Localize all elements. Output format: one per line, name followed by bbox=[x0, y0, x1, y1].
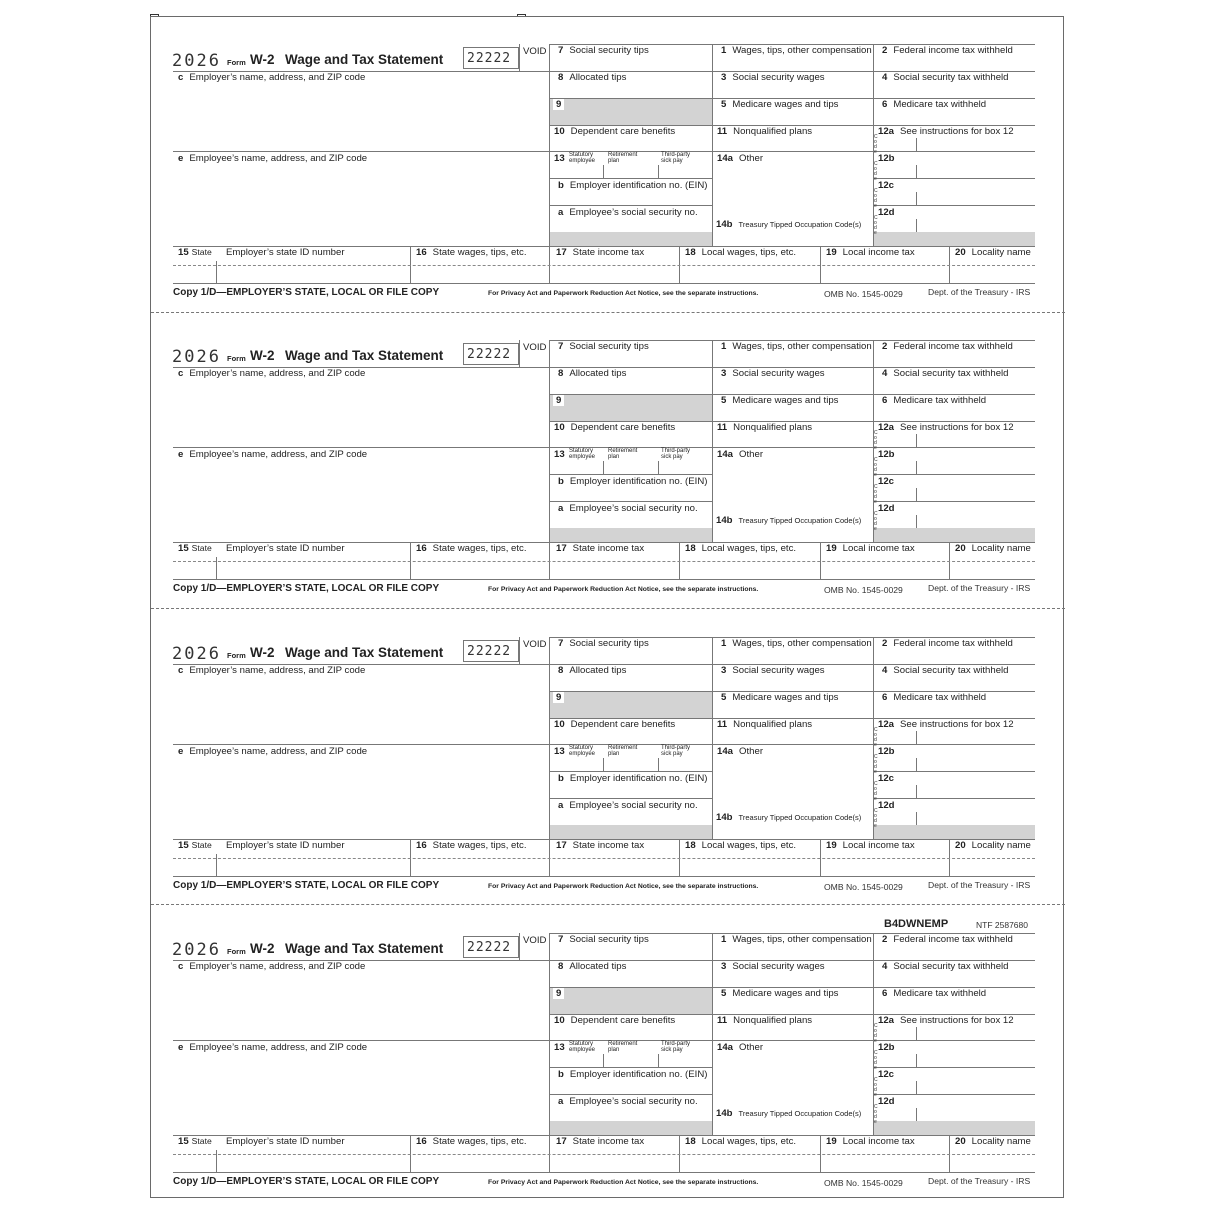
code-letters-12b: C o d e bbox=[874, 1050, 878, 1071]
box-6-label: 6 Medicare tax withheld bbox=[882, 99, 987, 110]
form-code: 22222 bbox=[463, 640, 519, 662]
form-title: Wage and Tax Statement bbox=[285, 645, 444, 660]
form-title: Wage and Tax Statement bbox=[285, 52, 444, 67]
omb-number: OMB No. 1545-0029 bbox=[824, 585, 903, 595]
box-e-label: e Employee’s name, address, and ZIP code bbox=[178, 746, 368, 757]
tax-year: 2026 bbox=[172, 644, 221, 664]
box-19-label: 19 Local income tax bbox=[826, 247, 915, 258]
box-15-label: 15 State bbox=[178, 1136, 212, 1147]
code-letters-12c: C o d e bbox=[874, 188, 878, 209]
box-c-label: c Employer’s name, address, and ZIP code bbox=[178, 665, 366, 676]
void-checkbox[interactable]: VOID bbox=[523, 342, 547, 353]
box-15-label: 15 State bbox=[178, 840, 212, 851]
statutory-employee-checkbox[interactable]: Statutory employee bbox=[569, 152, 596, 164]
box-1-label: 1 Wages, tips, other compensation bbox=[721, 45, 872, 56]
box-c-label: c Employer’s name, address, and ZIP code bbox=[178, 368, 366, 379]
privacy-notice: For Privacy Act and Paperwork Reduction Act Notice, see the separate instructions. bbox=[488, 1179, 759, 1186]
box-12d-label: 12d bbox=[878, 800, 895, 811]
omb-number: OMB No. 1545-0029 bbox=[824, 1178, 903, 1188]
box-12d-label: 12d bbox=[878, 503, 895, 514]
tax-year: 2026 bbox=[172, 347, 221, 367]
code-letters-12a: C o d e bbox=[874, 1023, 878, 1044]
third-party-sick-pay-checkbox[interactable]: Third-party sick pay bbox=[661, 152, 691, 164]
box-15-sub-label: Employer’s state ID number bbox=[226, 247, 345, 258]
box-b-ein-label: b Employer identification no. (EIN) bbox=[558, 773, 708, 784]
box-7-label: 7 Social security tips bbox=[558, 638, 649, 649]
statutory-employee-checkbox[interactable]: Statutory employee bbox=[569, 448, 596, 460]
box-18-label: 18 Local wages, tips, etc. bbox=[685, 247, 797, 258]
void-checkbox[interactable]: VOID bbox=[523, 46, 547, 57]
box-4-label: 4 Social security tax withheld bbox=[882, 72, 1009, 83]
box-6-label: 6 Medicare tax withheld bbox=[882, 988, 987, 999]
box-7-label: 7 Social security tips bbox=[558, 934, 649, 945]
box-8-label: 8 Allocated tips bbox=[558, 72, 627, 83]
box-10-label: 10 Dependent care benefits bbox=[554, 422, 676, 433]
box-a-ssn-label: a Employee’s social security no. bbox=[558, 800, 698, 811]
box-2-label: 2 Federal income tax withheld bbox=[882, 45, 1013, 56]
box-18-label: 18 Local wages, tips, etc. bbox=[685, 1136, 797, 1147]
box-19-label: 19 Local income tax bbox=[826, 1136, 915, 1147]
box-14a-label: 14a Other bbox=[717, 449, 764, 460]
copy-designation: Copy 1/D—EMPLOYER’S STATE, LOCAL OR FILE COPY bbox=[173, 583, 440, 594]
box-3-label: 3 Social security wages bbox=[721, 72, 825, 83]
box-a-ssn-label: a Employee’s social security no. bbox=[558, 1096, 698, 1107]
treasury-dept: Dept. of the Treasury - IRS bbox=[928, 583, 1031, 593]
box-e-label: e Employee’s name, address, and ZIP code bbox=[178, 1042, 368, 1053]
code-letters-12c: C o d e bbox=[874, 484, 878, 505]
box-5-label: 5 Medicare wages and tips bbox=[721, 692, 839, 703]
box-16-label: 16 State wages, tips, etc. bbox=[416, 1136, 527, 1147]
void-checkbox[interactable]: VOID bbox=[523, 935, 547, 946]
box-5-label: 5 Medicare wages and tips bbox=[721, 988, 839, 999]
box-e-label: e Employee’s name, address, and ZIP code bbox=[178, 153, 368, 164]
box-20-label: 20 Locality name bbox=[955, 543, 1031, 554]
copy-designation: Copy 1/D—EMPLOYER’S STATE, LOCAL OR FILE COPY bbox=[173, 1176, 440, 1187]
perforation-3 bbox=[151, 904, 1065, 905]
box-4-label: 4 Social security tax withheld bbox=[882, 665, 1009, 676]
statutory-employee-checkbox[interactable]: Statutory employee bbox=[569, 1041, 596, 1053]
box-e-label: e Employee’s name, address, and ZIP code bbox=[178, 449, 368, 460]
box-14b-label: 14b Treasury Tipped Occupation Code(s) bbox=[716, 515, 862, 526]
box-20-label: 20 Locality name bbox=[955, 247, 1031, 258]
form-code: 22222 bbox=[463, 47, 519, 69]
retirement-plan-checkbox[interactable]: Retirement plan bbox=[608, 1041, 638, 1053]
box-8-label: 8 Allocated tips bbox=[558, 368, 627, 379]
box-12a-label: 12a See instructions for box 12 bbox=[878, 1015, 1014, 1026]
box-11-label: 11 Nonqualified plans bbox=[717, 719, 813, 730]
box-12c-label: 12c bbox=[878, 773, 895, 784]
box-11-label: 11 Nonqualified plans bbox=[717, 1015, 813, 1026]
box-12c-label: 12c bbox=[878, 476, 895, 487]
box-a-ssn-label: a Employee’s social security no. bbox=[558, 503, 698, 514]
box-4-label: 4 Social security tax withheld bbox=[882, 368, 1009, 379]
treasury-dept: Dept. of the Treasury - IRS bbox=[928, 1176, 1031, 1186]
box-11-label: 11 Nonqualified plans bbox=[717, 422, 813, 433]
treasury-dept: Dept. of the Treasury - IRS bbox=[928, 880, 1031, 890]
third-party-sick-pay-checkbox[interactable]: Third-party sick pay bbox=[661, 448, 691, 460]
box-6-label: 6 Medicare tax withheld bbox=[882, 395, 987, 406]
box-3-label: 3 Social security wages bbox=[721, 665, 825, 676]
box-5-label: 5 Medicare wages and tips bbox=[721, 99, 839, 110]
privacy-notice: For Privacy Act and Paperwork Reduction Act Notice, see the separate instructions. bbox=[488, 586, 759, 593]
box-3-label: 3 Social security wages bbox=[721, 368, 825, 379]
privacy-notice: For Privacy Act and Paperwork Reduction Act Notice, see the separate instructions. bbox=[488, 290, 759, 297]
box-16-label: 16 State wages, tips, etc. bbox=[416, 247, 527, 258]
third-party-sick-pay-checkbox[interactable]: Third-party sick pay bbox=[661, 1041, 691, 1053]
code-letters-12d: C o d e bbox=[874, 1104, 878, 1125]
box-14a-label: 14a Other bbox=[717, 1042, 764, 1053]
box-9-label: 9 bbox=[553, 692, 564, 703]
box-19-label: 19 Local income tax bbox=[826, 543, 915, 554]
box-17-label: 17 State income tax bbox=[556, 1136, 645, 1147]
box-18-label: 18 Local wages, tips, etc. bbox=[685, 543, 797, 554]
code-letters-12c: C o d e bbox=[874, 781, 878, 802]
box-12d-label: 12d bbox=[878, 1096, 895, 1107]
box-9-label: 9 bbox=[553, 395, 564, 406]
box-9-label: 9 bbox=[553, 988, 564, 999]
box-13-label: 13 bbox=[554, 746, 565, 757]
box-5-label: 5 Medicare wages and tips bbox=[721, 395, 839, 406]
box-13-label: 13 bbox=[554, 153, 565, 164]
code-letters-12d: C o d e bbox=[874, 808, 878, 829]
box-18-label: 18 Local wages, tips, etc. bbox=[685, 840, 797, 851]
tax-year: 2026 bbox=[172, 51, 221, 71]
code-letters-12b: C o d e bbox=[874, 161, 878, 182]
box-c-label: c Employer’s name, address, and ZIP code bbox=[178, 961, 366, 972]
box-1-label: 1 Wages, tips, other compensation bbox=[721, 934, 872, 945]
box-1-label: 1 Wages, tips, other compensation bbox=[721, 341, 872, 352]
box-19-label: 19 Local income tax bbox=[826, 840, 915, 851]
perforation-2 bbox=[151, 608, 1065, 609]
box-20-label: 20 Locality name bbox=[955, 840, 1031, 851]
box-12a-label: 12a See instructions for box 12 bbox=[878, 126, 1014, 137]
retirement-plan-checkbox[interactable]: Retirement plan bbox=[608, 448, 638, 460]
form-word: Form bbox=[227, 947, 246, 956]
tax-year: 2026 bbox=[172, 940, 221, 960]
code-letters-12a: C o d e bbox=[874, 134, 878, 155]
box-12c-label: 12c bbox=[878, 180, 895, 191]
retirement-plan-checkbox[interactable]: Retirement plan bbox=[608, 152, 638, 164]
box-12d-label: 12d bbox=[878, 207, 895, 218]
box-13-label: 13 bbox=[554, 1042, 565, 1053]
form-word: Form bbox=[227, 58, 246, 67]
w2-copy-2 bbox=[151, 313, 1065, 609]
box-15-label: 15 State bbox=[178, 247, 212, 258]
box-12a-label: 12a See instructions for box 12 bbox=[878, 422, 1014, 433]
code-letters-12b: C o d e bbox=[874, 457, 878, 478]
form-code: 22222 bbox=[463, 936, 519, 958]
code-letters-12c: C o d e bbox=[874, 1077, 878, 1098]
w2-copy-1 bbox=[151, 17, 1065, 313]
box-17-label: 17 State income tax bbox=[556, 840, 645, 851]
box-4-label: 4 Social security tax withheld bbox=[882, 961, 1009, 972]
box-11-label: 11 Nonqualified plans bbox=[717, 126, 813, 137]
box-10-label: 10 Dependent care benefits bbox=[554, 719, 676, 730]
box-15-sub-label: Employer’s state ID number bbox=[226, 1136, 345, 1147]
omb-number: OMB No. 1545-0029 bbox=[824, 882, 903, 892]
box-12b-label: 12b bbox=[878, 153, 895, 164]
box-2-label: 2 Federal income tax withheld bbox=[882, 341, 1013, 352]
copy-designation: Copy 1/D—EMPLOYER’S STATE, LOCAL OR FILE COPY bbox=[173, 287, 440, 298]
box-9-label: 9 bbox=[553, 99, 564, 110]
omb-number: OMB No. 1545-0029 bbox=[824, 289, 903, 299]
code-letters-12a: C o d e bbox=[874, 430, 878, 451]
box-3-label: 3 Social security wages bbox=[721, 961, 825, 972]
box-14b-label: 14b Treasury Tipped Occupation Code(s) bbox=[716, 812, 862, 823]
box-7-label: 7 Social security tips bbox=[558, 341, 649, 352]
box-15-sub-label: Employer’s state ID number bbox=[226, 543, 345, 554]
retirement-plan-checkbox[interactable]: Retirement plan bbox=[608, 745, 638, 757]
box-12a-label: 12a See instructions for box 12 bbox=[878, 719, 1014, 730]
box-a-ssn-label: a Employee’s social security no. bbox=[558, 207, 698, 218]
box-b-ein-label: b Employer identification no. (EIN) bbox=[558, 1069, 708, 1080]
treasury-dept: Dept. of the Treasury - IRS bbox=[928, 287, 1031, 297]
code-letters-12d: C o d e bbox=[874, 215, 878, 236]
form-name: W-2 bbox=[250, 941, 275, 956]
box-17-label: 17 State income tax bbox=[556, 543, 645, 554]
box-15-sub-label: Employer’s state ID number bbox=[226, 840, 345, 851]
w2-sheet bbox=[150, 16, 1064, 1198]
box-14a-label: 14a Other bbox=[717, 153, 764, 164]
box-14b-label: 14b Treasury Tipped Occupation Code(s) bbox=[716, 219, 862, 230]
code-letters-12d: C o d e bbox=[874, 511, 878, 532]
box-12b-label: 12b bbox=[878, 1042, 895, 1053]
code-letters-12a: C o d e bbox=[874, 727, 878, 748]
box-1-label: 1 Wages, tips, other compensation bbox=[721, 638, 872, 649]
box-10-label: 10 Dependent care benefits bbox=[554, 1015, 676, 1026]
w2-copy-4 bbox=[151, 906, 1065, 1202]
code-letters-12b: C o d e bbox=[874, 754, 878, 775]
box-2-label: 2 Federal income tax withheld bbox=[882, 638, 1013, 649]
form-word: Form bbox=[227, 354, 246, 363]
form-title: Wage and Tax Statement bbox=[285, 348, 444, 363]
box-17-label: 17 State income tax bbox=[556, 247, 645, 258]
form-code: 22222 bbox=[463, 343, 519, 365]
box-14a-label: 14a Other bbox=[717, 746, 764, 757]
ntf-number: NTF 2587680 bbox=[976, 920, 1028, 930]
box-16-label: 16 State wages, tips, etc. bbox=[416, 543, 527, 554]
third-party-sick-pay-checkbox[interactable]: Third-party sick pay bbox=[661, 745, 691, 757]
product-code: B4DWNEMP bbox=[884, 918, 949, 930]
box-8-label: 8 Allocated tips bbox=[558, 961, 627, 972]
void-checkbox[interactable]: VOID bbox=[523, 639, 547, 650]
box-13-label: 13 bbox=[554, 449, 565, 460]
box-16-label: 16 State wages, tips, etc. bbox=[416, 840, 527, 851]
form-word: Form bbox=[227, 651, 246, 660]
box-b-ein-label: b Employer identification no. (EIN) bbox=[558, 180, 708, 191]
form-title: Wage and Tax Statement bbox=[285, 941, 444, 956]
box-14b-label: 14b Treasury Tipped Occupation Code(s) bbox=[716, 1108, 862, 1119]
box-8-label: 8 Allocated tips bbox=[558, 665, 627, 676]
privacy-notice: For Privacy Act and Paperwork Reduction Act Notice, see the separate instructions. bbox=[488, 883, 759, 890]
box-6-label: 6 Medicare tax withheld bbox=[882, 692, 987, 703]
form-name: W-2 bbox=[250, 645, 275, 660]
box-10-label: 10 Dependent care benefits bbox=[554, 126, 676, 137]
box-7-label: 7 Social security tips bbox=[558, 45, 649, 56]
perforation-1 bbox=[151, 312, 1065, 313]
copy-designation: Copy 1/D—EMPLOYER’S STATE, LOCAL OR FILE COPY bbox=[173, 880, 440, 891]
box-12b-label: 12b bbox=[878, 746, 895, 757]
box-20-label: 20 Locality name bbox=[955, 1136, 1031, 1147]
box-12b-label: 12b bbox=[878, 449, 895, 460]
box-12c-label: 12c bbox=[878, 1069, 895, 1080]
box-c-label: c Employer’s name, address, and ZIP code bbox=[178, 72, 366, 83]
w2-copy-3 bbox=[151, 610, 1065, 906]
box-b-ein-label: b Employer identification no. (EIN) bbox=[558, 476, 708, 487]
form-name: W-2 bbox=[250, 348, 275, 363]
form-name: W-2 bbox=[250, 52, 275, 67]
statutory-employee-checkbox[interactable]: Statutory employee bbox=[569, 745, 596, 757]
box-15-label: 15 State bbox=[178, 543, 212, 554]
box-2-label: 2 Federal income tax withheld bbox=[882, 934, 1013, 945]
